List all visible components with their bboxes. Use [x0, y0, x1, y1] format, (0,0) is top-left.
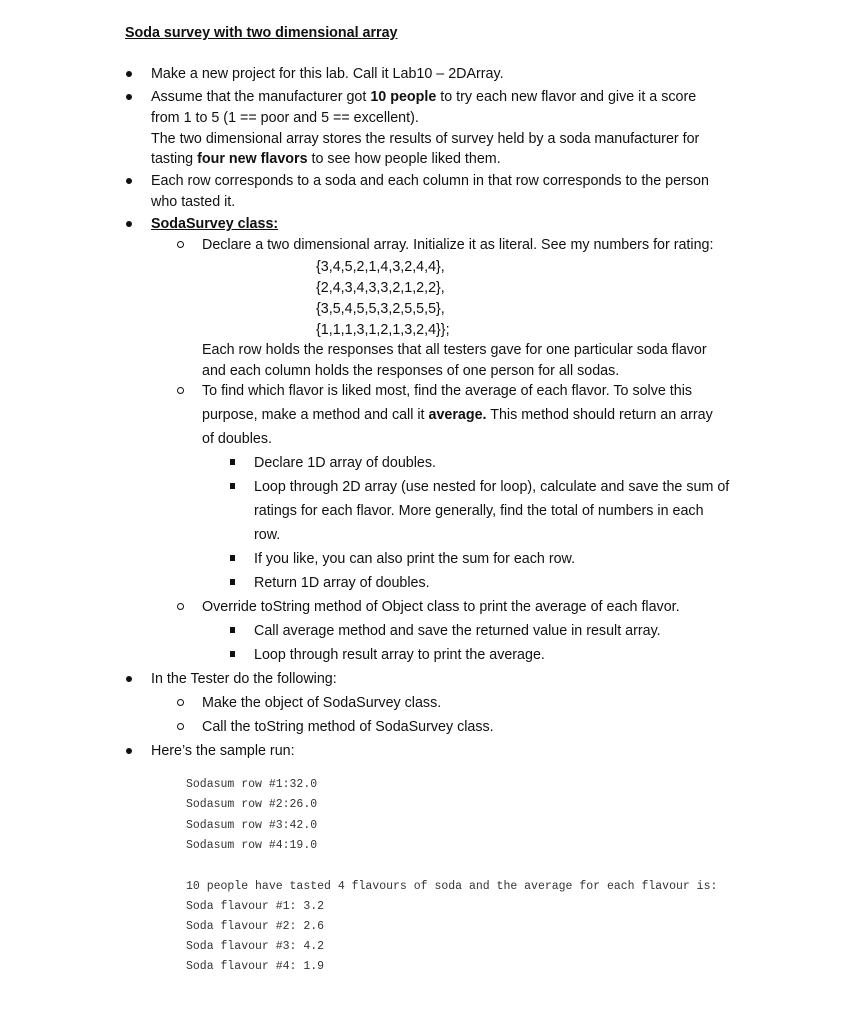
bullet-icon	[126, 71, 132, 77]
avg-step: If you like, you can also print the sum for each row.	[254, 551, 576, 567]
console-line: Sodasum row #1:32.0	[186, 778, 318, 791]
square-bullet-icon	[230, 627, 235, 633]
circle-bullet-icon	[177, 387, 184, 394]
sodasurvey-heading: SodaSurvey class:	[151, 216, 279, 232]
tester-step: Make the object of SodaSurvey class.	[202, 695, 442, 711]
console-line: Soda flavour #3: 4.2	[186, 940, 325, 953]
bullet-icon	[126, 676, 132, 682]
bullet-icon	[126, 178, 132, 184]
square-bullet-icon	[230, 555, 235, 561]
array-row: {3,5,4,5,5,3,2,5,5,5},	[316, 301, 445, 317]
array-row: {1,1,1,3,1,2,1,3,2,4}};	[316, 322, 450, 338]
instruction-assume-line2: from 1 to 5 (1 == poor and 5 == excellent).	[151, 110, 419, 126]
console-summary: 10 people have tasted 4 flavours of soda and the average for each flavour is:	[186, 880, 718, 893]
avg-step: Loop through 2D array (use nested for loop), calculate and save the sum of	[254, 479, 730, 495]
console-line: Soda flavour #2: 2.6	[186, 920, 325, 933]
array-row: {2,4,3,4,3,3,2,1,2,2},	[316, 280, 445, 296]
instruction-assume-line3: The two dimensional array stores the results of survey held by a soda manufacturer for	[151, 131, 700, 147]
avg-step-line2: ratings for each flavor. More generally, find the total of numbers in each	[254, 503, 704, 519]
average-description-line3: of doubles.	[202, 431, 272, 447]
bullet-icon	[126, 94, 132, 100]
declare-array-text: Declare a two dimensional array. Initialize it as literal. See my numbers for rating:	[202, 237, 714, 253]
tester-step: Call the toString method of SodaSurvey class.	[202, 719, 494, 735]
tostring-step: Loop through result array to print the average.	[254, 647, 545, 663]
console-line: Soda flavour #1: 3.2	[186, 900, 325, 913]
instruction-assume: Assume that the manufacturer got 10 people to try each new flavor and give it a score	[151, 89, 697, 105]
tostring-step: Call average method and save the returned value in result array.	[254, 623, 661, 639]
avg-step-line3: row.	[254, 527, 281, 543]
avg-step: Return 1D array of doubles.	[254, 575, 430, 591]
square-bullet-icon	[230, 651, 235, 657]
page-title: Soda survey with two dimensional array	[125, 25, 398, 41]
instruction-project: Make a new project for this lab. Call it Lab10 – 2DArray.	[151, 66, 504, 82]
average-description-line2: purpose, make a method and call it average. This method should return an array	[202, 407, 713, 423]
rows-description-line2: and each column holds the responses of one person for all sodas.	[202, 363, 620, 379]
bullet-icon	[126, 748, 132, 754]
instruction-rows: Each row corresponds to a soda and each column in that row corresponds to the person	[151, 173, 709, 189]
array-row: {3,4,5,2,1,4,3,2,4,4},	[316, 259, 445, 275]
average-description: To find which flavor is liked most, find the average of each flavor. To solve this	[202, 383, 693, 399]
circle-bullet-icon	[177, 699, 184, 706]
instruction-assume-line4: tasting four new flavors to see how people liked them.	[151, 151, 501, 167]
console-line: Sodasum row #2:26.0	[186, 798, 318, 811]
instruction-rows-line2: who tasted it.	[151, 194, 236, 210]
square-bullet-icon	[230, 459, 235, 465]
circle-bullet-icon	[177, 723, 184, 730]
avg-step: Declare 1D array of doubles.	[254, 455, 436, 471]
tostring-description: Override toString method of Object class to print the average of each flavor.	[202, 599, 680, 615]
circle-bullet-icon	[177, 241, 184, 248]
sample-run-heading: Here’s the sample run:	[151, 743, 295, 759]
console-line: Soda flavour #4: 1.9	[186, 960, 325, 973]
console-line: Sodasum row #3:42.0	[186, 819, 318, 832]
console-line: Sodasum row #4:19.0	[186, 839, 318, 852]
square-bullet-icon	[230, 483, 235, 489]
rows-description: Each row holds the responses that all testers gave for one particular soda flavor	[202, 342, 707, 358]
circle-bullet-icon	[177, 603, 184, 610]
bullet-icon	[126, 221, 132, 227]
tester-heading: In the Tester do the following:	[151, 671, 337, 687]
square-bullet-icon	[230, 579, 235, 585]
